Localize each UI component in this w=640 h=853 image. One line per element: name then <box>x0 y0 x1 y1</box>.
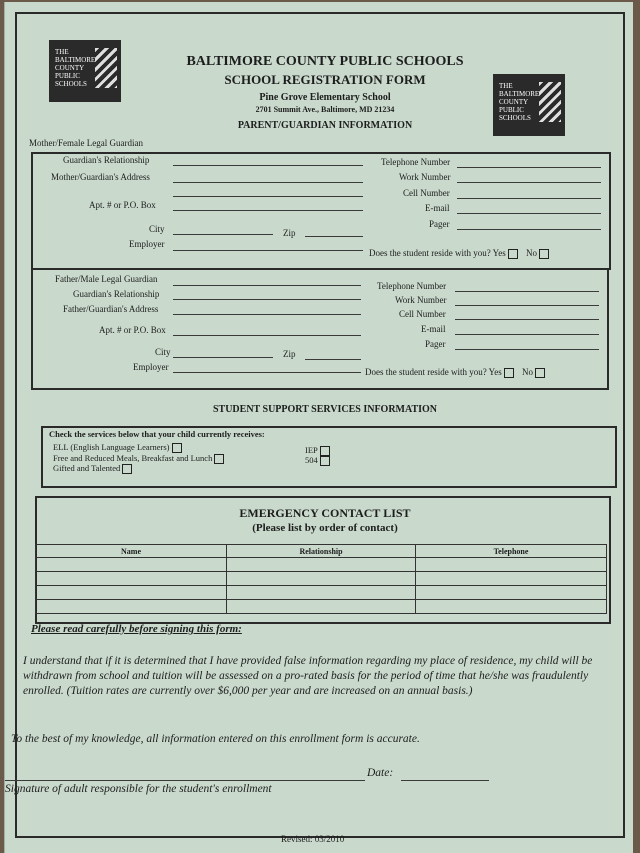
father-address-field[interactable] <box>173 314 361 315</box>
mother-pager-label: Pager <box>429 219 450 229</box>
father-address-label: Father/Guardian's Address <box>63 304 159 314</box>
father-email-field[interactable] <box>455 334 599 335</box>
father-city-field[interactable] <box>173 357 273 358</box>
mother-zip-label: Zip <box>283 228 296 238</box>
mother-title: Mother/Female Legal Guardian <box>29 138 143 148</box>
mother-address-field[interactable] <box>173 182 363 183</box>
mother-pager-field[interactable] <box>457 229 601 230</box>
mother-telephone-field[interactable] <box>457 167 601 168</box>
date-field[interactable] <box>401 780 489 781</box>
gifted-checkbox[interactable] <box>122 464 132 474</box>
support-instruction: Check the services below that your child currently receives: <box>49 429 265 439</box>
father-pager-field[interactable] <box>455 349 599 350</box>
father-cell-label: Cell Number <box>399 309 446 319</box>
father-email-label: E-mail <box>421 324 446 334</box>
father-employer-field[interactable] <box>173 372 361 373</box>
col-telephone: Telephone <box>416 545 607 558</box>
father-apt-field[interactable] <box>173 335 361 336</box>
table-row <box>36 558 607 572</box>
father-telephone-field[interactable] <box>455 291 599 292</box>
mother-apt-field[interactable] <box>173 210 363 211</box>
mother-city-label: City <box>149 224 165 234</box>
father-reside-yes-checkbox[interactable] <box>504 368 514 378</box>
mother-work-field[interactable] <box>457 182 601 183</box>
ell-option: ELL (English Language Learners) <box>53 442 182 453</box>
form-title: SCHOOL REGISTRATION FORM <box>224 72 426 87</box>
mother-address-label: Mother/Guardian's Address <box>51 172 150 182</box>
father-name-field[interactable] <box>173 285 361 286</box>
father-title: Father/Male Legal Guardian <box>55 274 158 284</box>
table-row <box>36 572 607 586</box>
frm-option: Free and Reduced Meals, Breakfast and Lunch <box>53 453 224 464</box>
table-row <box>36 600 607 614</box>
mother-city-field[interactable] <box>173 234 273 235</box>
parent-section-title: PARENT/GUARDIAN INFORMATION <box>237 120 413 131</box>
father-telephone-label: Telephone Number <box>377 281 447 291</box>
school-address: 2701 Summit Ave., Baltimore, MD 21234 <box>255 105 395 114</box>
bcps-logo-right: THE BALTIMORE COUNTY PUBLIC SCHOOLS <box>493 74 565 136</box>
frm-checkbox[interactable] <box>214 454 224 464</box>
iep-option: IEP <box>305 445 330 456</box>
father-zip-field[interactable] <box>305 359 361 360</box>
father-pager-label: Pager <box>425 339 446 349</box>
emergency-title: EMERGENCY CONTACT LIST <box>239 506 411 520</box>
accuracy-statement: To the best of my knowledge, all information entered on this enrollment form is accurate. <box>11 733 420 745</box>
father-apt-label: Apt. # or P.O. Box <box>99 325 166 335</box>
mother-telephone-label: Telephone Number <box>381 157 451 167</box>
mother-relationship-field[interactable] <box>173 165 363 166</box>
father-reside-question: Does the student reside with you? Yes No <box>365 367 545 378</box>
father-relationship-field[interactable] <box>173 299 361 300</box>
mother-reside-question: Does the student reside with you? Yes No <box>369 248 549 259</box>
mother-email-field[interactable] <box>457 213 601 214</box>
504-option: 504 <box>305 455 330 466</box>
mother-relationship-label: Guardian's Relationship <box>63 155 150 165</box>
mother-address-field-2[interactable] <box>173 196 363 197</box>
revised-date: Revised: 03/2010 <box>281 834 345 844</box>
father-employer-label: Employer <box>133 362 169 372</box>
mother-zip-field[interactable] <box>305 236 363 237</box>
emergency-contact-table <box>35 544 607 614</box>
father-reside-no-checkbox[interactable] <box>535 368 545 378</box>
registration-form-page <box>4 2 633 853</box>
mother-cell-field[interactable] <box>457 198 601 199</box>
mother-apt-label: Apt. # or P.O. Box <box>89 200 156 210</box>
residency-statement: I understand that if it is determined that I have provided false information regarding my place of residence, my child will be withdrawn from school and tuition will be assessed on a pro-rated basis for the period of time that he/she was fraudulently enrolled. (Tuition rates are currently over $6,000 per year and are increased on an annual basis.) <box>23 655 593 697</box>
bcps-logo-left: THE BALTIMORE COUNTY PUBLIC SCHOOLS <box>49 40 121 102</box>
emergency-subtitle: (Please list by order of contact) <box>252 522 398 534</box>
504-checkbox[interactable] <box>320 456 330 466</box>
read-carefully-heading: Please read carefully before signing this form: <box>31 623 242 635</box>
mother-cell-label: Cell Number <box>403 188 450 198</box>
father-relationship-label: Guardian's Relationship <box>73 289 160 299</box>
signature-line[interactable] <box>5 780 365 781</box>
mother-employer-label: Employer <box>129 239 165 249</box>
col-name: Name <box>36 545 227 558</box>
mother-work-label: Work Number <box>399 172 451 182</box>
date-label: Date: <box>367 767 394 779</box>
mother-reside-yes-checkbox[interactable] <box>508 249 518 259</box>
father-zip-label: Zip <box>283 349 296 359</box>
col-relationship: Relationship <box>227 545 416 558</box>
gifted-option: Gifted and Talented <box>53 463 132 474</box>
table-row <box>36 586 607 600</box>
mother-reside-no-checkbox[interactable] <box>539 249 549 259</box>
district-title: BALTIMORE COUNTY PUBLIC SCHOOLS <box>186 54 464 69</box>
father-city-label: City <box>155 347 171 357</box>
father-work-label: Work Number <box>395 295 447 305</box>
school-name: Pine Grove Elementary School <box>259 92 391 103</box>
support-section-title: STUDENT SUPPORT SERVICES INFORMATION <box>212 404 438 415</box>
mother-email-label: E-mail <box>425 203 450 213</box>
father-cell-field[interactable] <box>455 319 599 320</box>
mother-employer-field[interactable] <box>173 250 363 251</box>
signature-label: Signature of adult responsible for the student's enrollment <box>5 783 272 795</box>
ell-checkbox[interactable] <box>172 443 182 453</box>
father-work-field[interactable] <box>455 305 599 306</box>
